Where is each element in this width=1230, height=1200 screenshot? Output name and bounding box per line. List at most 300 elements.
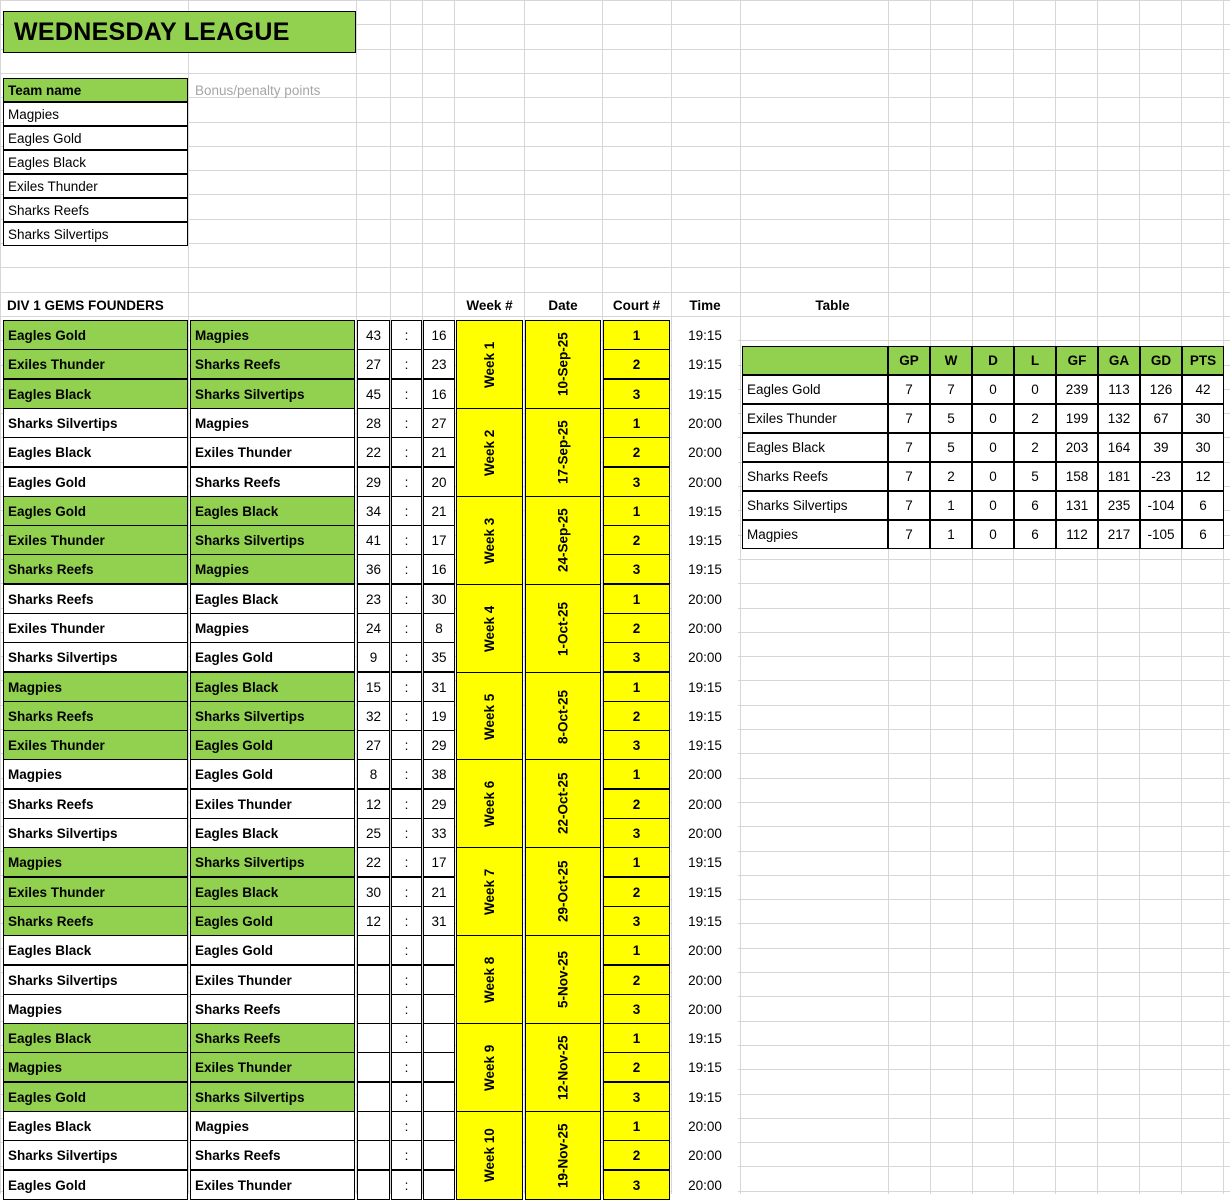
fixture-away-team[interactable]: Exiles Thunder (190, 1170, 355, 1200)
fixture-away-score[interactable] (423, 994, 455, 1024)
fixture-date: 17-Sep-25 (525, 408, 601, 497)
fixture-away-team[interactable]: Sharks Reefs (190, 349, 355, 379)
fixture-home-score[interactable] (357, 994, 390, 1024)
fixture-away-team[interactable]: Eagles Black (190, 877, 355, 907)
grid-col-line (1181, 0, 1182, 1194)
fixture-away-score[interactable]: 38 (423, 759, 455, 789)
grid-col-line (1139, 0, 1140, 1194)
fixture-away-score[interactable] (423, 1023, 455, 1053)
standings-cell-ga: 164 (1098, 433, 1140, 462)
fixture-court: 1 (603, 935, 670, 965)
fixture-away-team[interactable]: Exiles Thunder (190, 437, 355, 467)
fixture-time: 19:15 (672, 320, 738, 350)
fixture-home-team[interactable]: Magpies (3, 994, 188, 1024)
standings-cell-pts: 30 (1182, 404, 1224, 433)
standings-cell-gd: -104 (1140, 491, 1182, 520)
fixture-time: 20:00 (672, 467, 738, 497)
header-court: Court # (612, 298, 661, 313)
fixture-court: 3 (603, 554, 670, 584)
fixture-away-score[interactable]: 21 (423, 437, 455, 467)
fixture-court: 1 (603, 1111, 670, 1141)
standings-header-gf: GF (1056, 346, 1098, 375)
fixture-away-team[interactable]: Eagles Gold (190, 730, 355, 760)
fixture-away-score[interactable]: 17 (423, 847, 455, 877)
standings-cell-d: 0 (972, 462, 1014, 491)
grid-col-line (1097, 0, 1098, 1194)
fixture-court: 3 (603, 994, 670, 1024)
fixture-away-score[interactable]: 21 (423, 496, 455, 526)
fixture-court: 1 (603, 584, 670, 614)
fixture-away-score[interactable]: 16 (423, 320, 455, 350)
standings-cell-l: 2 (1014, 433, 1056, 462)
fixture-time: 19:15 (672, 877, 738, 907)
fixture-home-team[interactable]: Eagles Gold (3, 320, 188, 350)
standings-cell-gd: -105 (1140, 520, 1182, 549)
header-time: Time (689, 298, 721, 313)
fixture-score-separator: : (391, 935, 422, 965)
fixture-home-score[interactable]: 24 (357, 613, 390, 643)
fixture-home-score[interactable] (357, 1170, 390, 1200)
division-label: DIV 1 GEMS FOUNDERS (7, 298, 164, 313)
fixture-court: 1 (603, 320, 670, 350)
standings-header-gp: GP (888, 346, 930, 375)
fixture-week-label: Week 10 (456, 1111, 523, 1200)
fixture-score-separator: : (391, 672, 422, 702)
grid-col-line (740, 0, 741, 1194)
fixture-home-score[interactable]: 34 (357, 496, 390, 526)
fixture-away-score[interactable]: 20 (423, 467, 455, 497)
fixture-away-score[interactable]: 30 (423, 584, 455, 614)
fixture-home-score[interactable]: 22 (357, 437, 390, 467)
fixture-away-score[interactable] (423, 935, 455, 965)
fixture-time: 20:00 (672, 818, 738, 848)
fixture-away-score[interactable]: 29 (423, 789, 455, 819)
fixture-home-team[interactable]: Eagles Gold (3, 496, 188, 526)
fixture-home-team[interactable]: Eagles Black (3, 437, 188, 467)
fixture-home-score[interactable] (357, 1111, 390, 1141)
header-date: Date (548, 298, 578, 313)
standings-header-w: W (930, 346, 972, 375)
fixture-home-team[interactable]: Sharks Reefs (3, 906, 188, 936)
fixture-court: 2 (603, 613, 670, 643)
standings-cell-gd: 67 (1140, 404, 1182, 433)
fixture-home-team[interactable]: Sharks Reefs (3, 584, 188, 614)
fixture-time: 20:00 (672, 613, 738, 643)
standings-cell-ga: 217 (1098, 520, 1140, 549)
fixture-away-team[interactable]: Eagles Black (190, 818, 355, 848)
standings-team-name[interactable]: Sharks Silvertips (742, 491, 888, 520)
standings-team-name[interactable]: Magpies (742, 520, 888, 549)
fixture-time: 19:15 (672, 349, 738, 379)
fixture-score-separator: : (391, 730, 422, 760)
fixture-date: 24-Sep-25 (525, 496, 601, 585)
fixture-score-separator: : (391, 965, 422, 995)
standings-cell-l: 6 (1014, 491, 1056, 520)
fixture-score-separator: : (391, 349, 422, 379)
fixture-away-score[interactable]: 8 (423, 613, 455, 643)
fixture-away-score[interactable]: 35 (423, 642, 455, 672)
fixture-home-score[interactable]: 45 (357, 379, 390, 409)
teams-header-bonus-points: Bonus/penalty points (195, 82, 321, 98)
fixture-score-separator: : (391, 320, 422, 350)
fixture-time: 20:00 (672, 437, 738, 467)
standings-cell-gf: 112 (1056, 520, 1098, 549)
fixture-away-score[interactable] (423, 1082, 455, 1112)
standings-header-pts: PTS (1182, 346, 1224, 375)
fixture-time: 19:15 (672, 525, 738, 555)
fixture-away-team[interactable]: Eagles Gold (190, 759, 355, 789)
fixture-home-score[interactable] (357, 965, 390, 995)
fixture-time: 20:00 (672, 789, 738, 819)
team-list-item[interactable]: Eagles Gold (3, 126, 188, 150)
fixture-away-team[interactable]: Eagles Black (190, 496, 355, 526)
fixture-home-team[interactable]: Sharks Reefs (3, 789, 188, 819)
fixture-date: 1-Oct-25 (525, 584, 601, 673)
standings-cell-gf: 199 (1056, 404, 1098, 433)
fixture-away-team[interactable]: Eagles Black (190, 672, 355, 702)
fixture-home-team[interactable]: Eagles Black (3, 1111, 188, 1141)
fixture-court: 1 (603, 759, 670, 789)
standings-header-l: L (1014, 346, 1056, 375)
grid-col-line (930, 0, 931, 1194)
fixture-home-score[interactable]: 12 (357, 789, 390, 819)
standings-cell-ga: 113 (1098, 375, 1140, 404)
fixture-score-separator: : (391, 818, 422, 848)
standings-caption: Table (815, 298, 850, 313)
fixture-away-team[interactable]: Sharks Silvertips (190, 701, 355, 731)
fixture-time: 20:00 (672, 965, 738, 995)
fixture-score-separator: : (391, 1170, 422, 1200)
fixture-home-team[interactable]: Magpies (3, 672, 188, 702)
fixture-away-team[interactable]: Magpies (190, 320, 355, 350)
fixture-home-score[interactable]: 28 (357, 408, 390, 438)
fixture-away-team[interactable]: Magpies (190, 613, 355, 643)
standings-cell-d: 0 (972, 404, 1014, 433)
fixture-away-score[interactable]: 31 (423, 672, 455, 702)
fixture-home-team[interactable]: Magpies (3, 759, 188, 789)
standings-header-team (742, 346, 888, 375)
fixture-home-score[interactable]: 27 (357, 349, 390, 379)
grid-col-line (188, 0, 189, 1194)
fixture-home-score[interactable] (357, 1023, 390, 1053)
fixture-away-team[interactable]: Magpies (190, 1111, 355, 1141)
fixture-home-team[interactable]: Eagles Black (3, 935, 188, 965)
fixture-home-score[interactable]: 23 (357, 584, 390, 614)
grid-col-line (1055, 0, 1056, 1194)
fixture-home-team[interactable]: Eagles Black (3, 379, 188, 409)
fixture-away-score[interactable] (423, 965, 455, 995)
grid-col-line (888, 0, 889, 1194)
fixture-date: 10-Sep-25 (525, 320, 601, 409)
team-list-item[interactable]: Magpies (3, 102, 188, 126)
fixture-home-team[interactable]: Eagles Black (3, 1023, 188, 1053)
fixture-home-score[interactable]: 8 (357, 759, 390, 789)
standings-cell-gp: 7 (888, 404, 930, 433)
fixture-court: 1 (603, 408, 670, 438)
fixture-court: 2 (603, 965, 670, 995)
fixture-home-score[interactable] (357, 935, 390, 965)
standings-cell-d: 0 (972, 375, 1014, 404)
standings-cell-gd: 126 (1140, 375, 1182, 404)
fixture-away-score[interactable]: 33 (423, 818, 455, 848)
fixture-score-separator: : (391, 1052, 422, 1082)
fixture-away-team[interactable]: Sharks Reefs (190, 1023, 355, 1053)
fixture-week-label: Week 6 (456, 759, 523, 848)
fixture-away-team[interactable]: Sharks Silvertips (190, 525, 355, 555)
fixture-time: 20:00 (672, 584, 738, 614)
fixture-time: 19:15 (672, 906, 738, 936)
fixture-week-label: Week 9 (456, 1023, 523, 1112)
fixture-home-score[interactable]: 12 (357, 906, 390, 936)
fixture-time: 20:00 (672, 759, 738, 789)
fixture-time: 19:15 (672, 1052, 738, 1082)
fixture-court: 3 (603, 1170, 670, 1200)
fixture-away-team[interactable]: Sharks Reefs (190, 994, 355, 1024)
fixture-home-score[interactable]: 27 (357, 730, 390, 760)
standings-cell-d: 0 (972, 520, 1014, 549)
fixture-time: 19:15 (672, 1082, 738, 1112)
fixture-court: 3 (603, 1082, 670, 1112)
standings-cell-w: 1 (930, 491, 972, 520)
fixture-court: 3 (603, 642, 670, 672)
fixture-home-score[interactable]: 36 (357, 554, 390, 584)
fixture-score-separator: : (391, 759, 422, 789)
fixture-home-score[interactable] (357, 1052, 390, 1082)
standings-cell-gf: 131 (1056, 491, 1098, 520)
fixture-time: 20:00 (672, 642, 738, 672)
teams-header-team-name: Team name (3, 78, 188, 102)
fixture-score-separator: : (391, 701, 422, 731)
page-title: WEDNESDAY LEAGUE (3, 11, 356, 53)
fixture-home-score[interactable]: 43 (357, 320, 390, 350)
standings-cell-l: 0 (1014, 375, 1056, 404)
fixture-home-team[interactable]: Exiles Thunder (3, 613, 188, 643)
fixture-court: 1 (603, 847, 670, 877)
fixture-away-team[interactable]: Exiles Thunder (190, 789, 355, 819)
fixture-home-team[interactable]: Exiles Thunder (3, 349, 188, 379)
fixture-home-score[interactable]: 29 (357, 467, 390, 497)
fixture-date: 5-Nov-25 (525, 935, 601, 1024)
fixture-home-score[interactable] (357, 1140, 390, 1170)
fixture-court: 3 (603, 730, 670, 760)
fixture-away-team[interactable]: Sharks Silvertips (190, 847, 355, 877)
fixture-away-score[interactable]: 21 (423, 877, 455, 907)
team-list-item[interactable]: Exiles Thunder (3, 174, 188, 198)
fixture-away-score[interactable]: 17 (423, 525, 455, 555)
fixture-home-team[interactable]: Sharks Silvertips (3, 818, 188, 848)
fixture-week-label: Week 7 (456, 847, 523, 936)
standings-team-name[interactable]: Eagles Gold (742, 375, 888, 404)
standings-cell-l: 6 (1014, 520, 1056, 549)
fixture-home-team[interactable]: Sharks Silvertips (3, 965, 188, 995)
fixture-home-team[interactable]: Sharks Reefs (3, 554, 188, 584)
fixture-time: 20:00 (672, 1170, 738, 1200)
standings-cell-w: 2 (930, 462, 972, 491)
fixture-time: 19:15 (672, 730, 738, 760)
fixture-home-score[interactable]: 22 (357, 847, 390, 877)
standings-cell-gp: 7 (888, 462, 930, 491)
fixture-score-separator: : (391, 408, 422, 438)
fixture-time: 20:00 (672, 1111, 738, 1141)
fixture-home-score[interactable]: 9 (357, 642, 390, 672)
fixture-home-team[interactable]: Sharks Silvertips (3, 642, 188, 672)
fixture-home-team[interactable]: Eagles Gold (3, 1170, 188, 1200)
fixture-away-team[interactable]: Sharks Silvertips (190, 1082, 355, 1112)
fixture-score-separator: : (391, 1111, 422, 1141)
fixture-home-score[interactable]: 30 (357, 877, 390, 907)
fixture-away-team[interactable]: Magpies (190, 554, 355, 584)
fixture-time: 19:15 (672, 1023, 738, 1053)
standings-team-name[interactable]: Sharks Reefs (742, 462, 888, 491)
fixture-away-team[interactable]: Sharks Reefs (190, 467, 355, 497)
standings-header-d: D (972, 346, 1014, 375)
fixture-away-team[interactable]: Sharks Silvertips (190, 379, 355, 409)
fixture-home-score[interactable]: 15 (357, 672, 390, 702)
fixture-away-score[interactable]: 29 (423, 730, 455, 760)
fixture-week-label: Week 4 (456, 584, 523, 673)
fixture-score-separator: : (391, 379, 422, 409)
standings-cell-ga: 181 (1098, 462, 1140, 491)
fixture-score-separator: : (391, 525, 422, 555)
fixture-date: 8-Oct-25 (525, 672, 601, 761)
fixture-home-score[interactable] (357, 1082, 390, 1112)
standings-cell-pts: 30 (1182, 433, 1224, 462)
fixture-court: 1 (603, 1023, 670, 1053)
fixture-home-team[interactable]: Sharks Reefs (3, 701, 188, 731)
fixture-week-label: Week 8 (456, 935, 523, 1024)
fixture-score-separator: : (391, 584, 422, 614)
fixture-away-score[interactable] (423, 1140, 455, 1170)
fixture-away-team[interactable]: Sharks Reefs (190, 1140, 355, 1170)
fixture-away-score[interactable]: 27 (423, 408, 455, 438)
fixture-home-score[interactable]: 41 (357, 525, 390, 555)
fixture-home-score[interactable]: 32 (357, 701, 390, 731)
fixture-score-separator: : (391, 642, 422, 672)
fixture-time: 20:00 (672, 408, 738, 438)
standings-cell-ga: 132 (1098, 404, 1140, 433)
standings-cell-l: 5 (1014, 462, 1056, 491)
fixture-time: 19:15 (672, 672, 738, 702)
team-list-item[interactable]: Sharks Reefs (3, 198, 188, 222)
grid-col-line (1223, 0, 1224, 1194)
standings-cell-d: 0 (972, 433, 1014, 462)
fixture-score-separator: : (391, 906, 422, 936)
fixture-time: 19:15 (672, 847, 738, 877)
fixture-score-separator: : (391, 789, 422, 819)
fixture-court: 2 (603, 525, 670, 555)
fixture-away-team[interactable]: Eagles Gold (190, 935, 355, 965)
fixture-away-team[interactable]: Exiles Thunder (190, 1052, 355, 1082)
standings-team-name[interactable]: Exiles Thunder (742, 404, 888, 433)
fixture-away-team[interactable]: Eagles Gold (190, 906, 355, 936)
standings-cell-d: 0 (972, 491, 1014, 520)
fixture-away-score[interactable]: 31 (423, 906, 455, 936)
grid-col-line (1013, 0, 1014, 1194)
fixture-time: 19:15 (672, 701, 738, 731)
grid-col-line (972, 0, 973, 1194)
fixture-home-score[interactable]: 25 (357, 818, 390, 848)
fixture-score-separator: : (391, 1140, 422, 1170)
fixture-court: 2 (603, 701, 670, 731)
fixture-week-label: Week 5 (456, 672, 523, 761)
fixture-away-score[interactable]: 19 (423, 701, 455, 731)
fixture-score-separator: : (391, 1082, 422, 1112)
fixture-away-team[interactable]: Magpies (190, 408, 355, 438)
standings-cell-gd: -23 (1140, 462, 1182, 491)
fixture-score-separator: : (391, 613, 422, 643)
fixture-score-separator: : (391, 877, 422, 907)
fixture-time: 20:00 (672, 994, 738, 1024)
fixture-away-score[interactable] (423, 1170, 455, 1200)
fixture-away-score[interactable]: 16 (423, 554, 455, 584)
fixture-court: 2 (603, 789, 670, 819)
fixture-away-team[interactable]: Eagles Black (190, 584, 355, 614)
standings-cell-gp: 7 (888, 491, 930, 520)
standings-cell-w: 5 (930, 404, 972, 433)
fixture-away-score[interactable] (423, 1052, 455, 1082)
fixture-away-score[interactable]: 16 (423, 379, 455, 409)
fixture-home-team[interactable]: Sharks Silvertips (3, 1140, 188, 1170)
fixture-score-separator: : (391, 994, 422, 1024)
standings-cell-pts: 12 (1182, 462, 1224, 491)
fixture-home-team[interactable]: Eagles Gold (3, 467, 188, 497)
fixture-home-team[interactable]: Exiles Thunder (3, 525, 188, 555)
standings-cell-pts: 6 (1182, 520, 1224, 549)
fixture-home-team[interactable]: Magpies (3, 847, 188, 877)
header-week: Week # (466, 298, 513, 313)
grid-row-line (0, 292, 1230, 293)
team-list-item[interactable]: Sharks Silvertips (3, 222, 188, 246)
fixture-away-team[interactable]: Exiles Thunder (190, 965, 355, 995)
fixture-time: 20:00 (672, 935, 738, 965)
fixture-court: 1 (603, 496, 670, 526)
fixture-score-separator: : (391, 1023, 422, 1053)
standings-cell-gf: 239 (1056, 375, 1098, 404)
fixture-home-team[interactable]: Magpies (3, 1052, 188, 1082)
fixture-week-label: Week 2 (456, 408, 523, 497)
standings-cell-w: 7 (930, 375, 972, 404)
fixture-court: 2 (603, 1140, 670, 1170)
fixture-score-separator: : (391, 467, 422, 497)
fixture-home-team[interactable]: Exiles Thunder (3, 877, 188, 907)
fixture-home-team[interactable]: Eagles Gold (3, 1082, 188, 1112)
fixture-date: 19-Nov-25 (525, 1111, 601, 1200)
fixture-away-score[interactable] (423, 1111, 455, 1141)
standings-cell-w: 1 (930, 520, 972, 549)
standings-cell-gp: 7 (888, 520, 930, 549)
standings-cell-gd: 39 (1140, 433, 1182, 462)
fixture-home-team[interactable]: Sharks Silvertips (3, 408, 188, 438)
standings-cell-gf: 203 (1056, 433, 1098, 462)
fixture-court: 3 (603, 906, 670, 936)
team-list-item[interactable]: Eagles Black (3, 150, 188, 174)
fixture-score-separator: : (391, 496, 422, 526)
standings-cell-w: 5 (930, 433, 972, 462)
standings-cell-pts: 6 (1182, 491, 1224, 520)
fixture-away-team[interactable]: Eagles Gold (190, 642, 355, 672)
fixture-court: 2 (603, 1052, 670, 1082)
fixture-score-separator: : (391, 554, 422, 584)
fixture-court: 3 (603, 379, 670, 409)
standings-cell-gf: 158 (1056, 462, 1098, 491)
fixture-time: 20:00 (672, 1140, 738, 1170)
fixture-away-score[interactable]: 23 (423, 349, 455, 379)
grid-row-line (0, 73, 1230, 74)
standings-team-name[interactable]: Eagles Black (742, 433, 888, 462)
fixture-court: 1 (603, 672, 670, 702)
fixture-home-team[interactable]: Exiles Thunder (3, 730, 188, 760)
fixture-week-label: Week 3 (456, 496, 523, 585)
